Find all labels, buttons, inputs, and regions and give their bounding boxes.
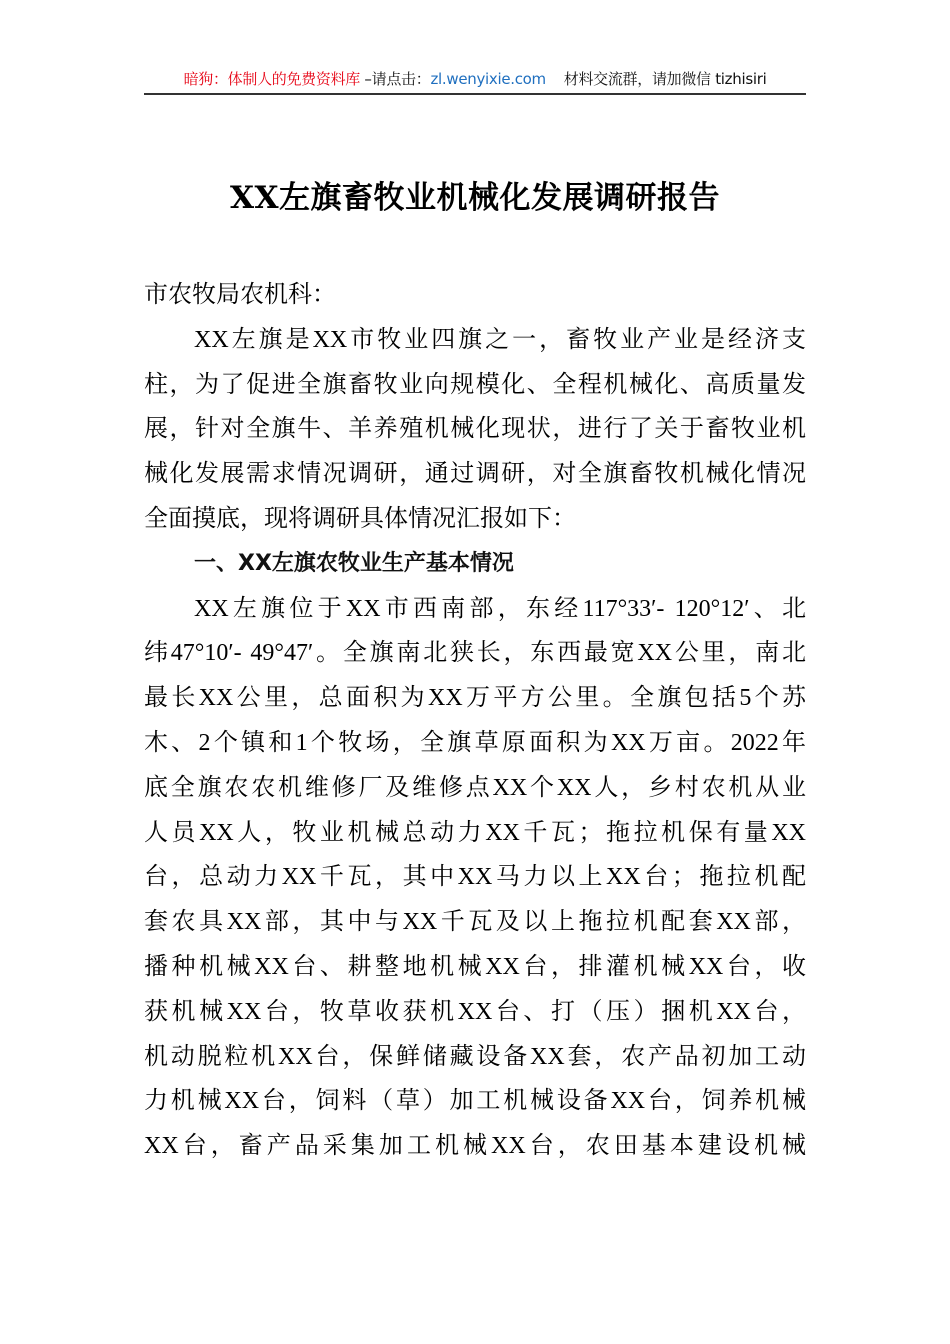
intro-line: 柱，为了促进全旗畜牧业向规模化、全程机械化、高质量发 (144, 371, 806, 398)
section-line: 播种机械XX台、耕整地机械XX台，排灌机械XX台，收 (144, 953, 806, 980)
document-title: XX左旗畜牧业机械化发展调研报告 (229, 180, 721, 216)
page-header-banner (144, 66, 806, 92)
header-divider (144, 93, 806, 95)
section-line: 人员XX人，牧业机械总动力XX千瓦；拖拉机保有量XX (144, 819, 806, 846)
intro-line: 械化发展需求情况调研，通过调研，对全旗畜牧机械化情况 (144, 461, 806, 488)
header-link-prefix: –请点击： (359, 70, 431, 88)
intro-line: XX左旗是XX市牧业四旗之一，畜牧业产业是经济支 (194, 326, 806, 353)
salutation: 市农牧局农机科： (144, 282, 336, 308)
header-contact: 材料交流群，请加微信 tizhisiri (545, 70, 767, 88)
section-line: 底全旗农农机维修厂及维修点XX个XX人，乡村农机从业 (144, 774, 806, 801)
section-line: 台，总动力XX千瓦，其中XX马力以上XX台；拖拉机配 (144, 864, 806, 891)
section-line: XX左旗位于XX市西南部，东经117°33′- 120°12′、北 (194, 595, 806, 622)
section-line: 最长XX公里，总面积为XX万平方公里。全旗包括5个苏 (144, 685, 806, 712)
section-line: 力机械XX台，饲料（草）加工机械设备XX台，饲养机械 (144, 1088, 806, 1115)
section-heading: 一、XX左旗农牧业生产基本情况 (194, 550, 514, 576)
header-site-name: 暗狗：体制人的免费资料库 (183, 70, 360, 88)
header-link[interactable]: zl.wenyixie.com (430, 70, 546, 88)
section-line: 纬47°10′- 49°47′。全旗南北狭长，东西最宽XX公里，南北 (144, 640, 806, 667)
document-body (144, 273, 806, 1169)
intro-line: 展，针对全旗牛、羊养殖机械化现状，进行了关于畜牧业机 (144, 416, 806, 443)
section-line: 木、2个镇和1个牧场，全旗草原面积为XX万亩。2022年 (144, 729, 806, 756)
intro-line: 全面摸底，现将调研具体情况汇报如下： (144, 505, 576, 532)
section-line: 套农具XX部，其中与XX千瓦及以上拖拉机配套XX部， (144, 909, 806, 936)
section-line: 机动脱粒机XX台，保鲜储藏设备XX套，农产品初加工动 (144, 1043, 806, 1070)
section-line: XX台，畜产品采集加工机械XX台，农田基本建设机械 (144, 1133, 806, 1160)
section-line: 获机械XX台，牧草收获机XX台、打（压）捆机XX台， (144, 998, 806, 1025)
